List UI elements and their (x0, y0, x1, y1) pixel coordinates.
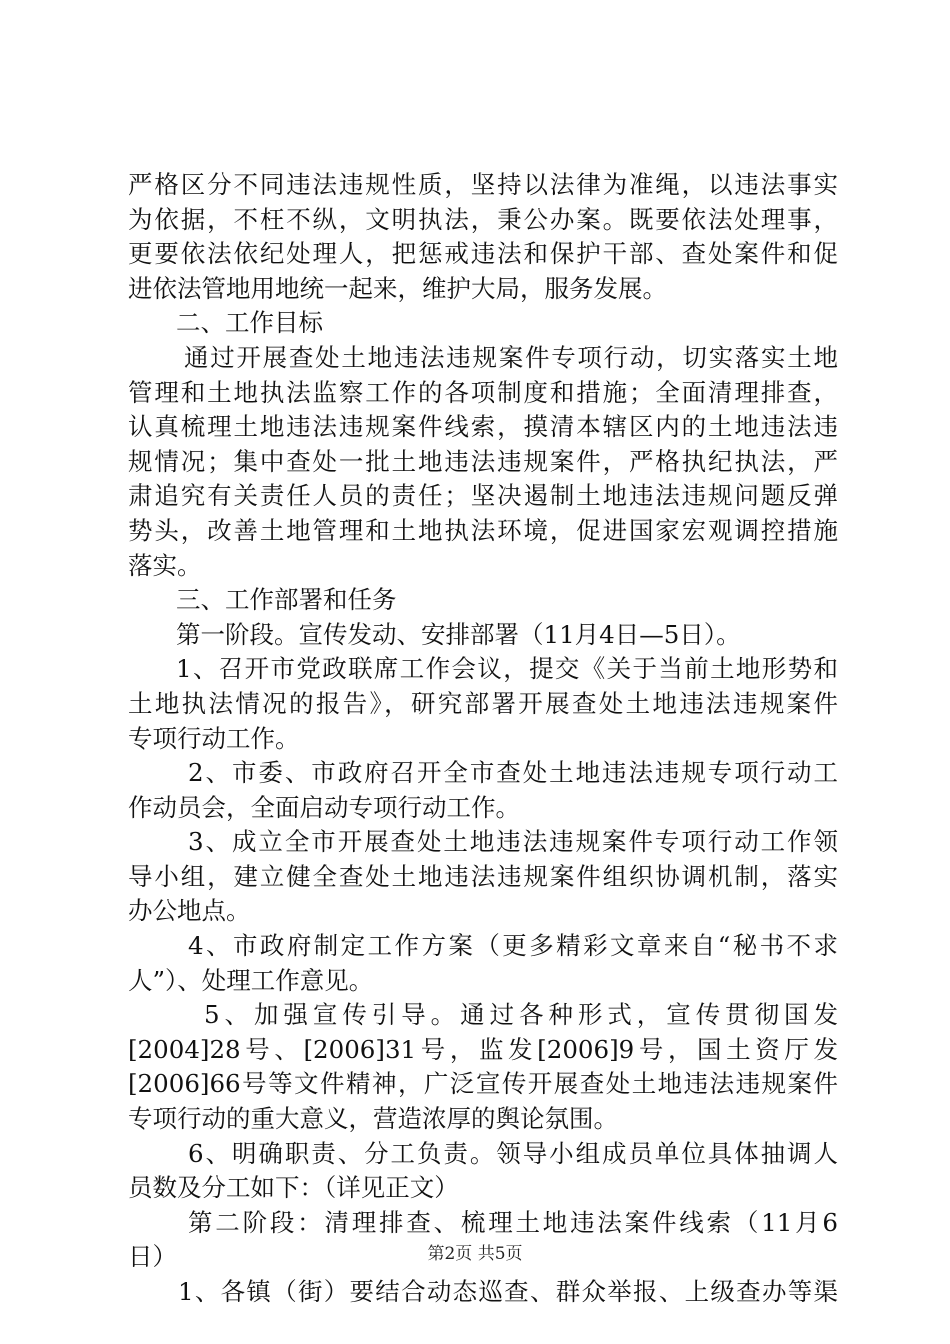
text-line: 势头，改善土地管理和土地执法环境，促进国家宏观调控措施 (128, 515, 838, 545)
text-line: 土地执法情况的报告》，研究部署开展查处土地违法违规案件 (128, 688, 838, 718)
text-line: 落实。 (128, 550, 202, 580)
text-line: 专项行动工作。 (128, 723, 300, 753)
text-line: 4、市政府制定工作方案（更多精彩文章来自“秘书不求 (188, 931, 838, 961)
section-heading: 三、工作部署和任务 (176, 585, 397, 615)
text-line: 导小组，建立健全查处土地违法违规案件组织协调机制，落实 (128, 861, 838, 891)
text-line: 进依法管地用地统一起来，维护大局，服务发展。 (128, 273, 667, 303)
text-line: 1、各镇（街）要结合动态巡查、群众举报、上级查办等渠 (178, 1277, 838, 1306)
text-line: 3、成立全市开展查处土地违法违规案件专项行动工作领 (188, 827, 838, 857)
text-line: 通过开展查处土地违法违规案件专项行动，切实落实土地 (184, 342, 838, 372)
section-heading: 二、工作目标 (176, 308, 323, 338)
text-line: 作动员会，全面启动专项行动工作。 (128, 792, 520, 822)
text-line: 管理和土地执法监察工作的各项制度和措施；全面清理排查， (128, 377, 838, 407)
text-line: 6、明确职责、分工负责。领导小组成员单位具体抽调人 (188, 1138, 838, 1168)
text-line: 专项行动的重大意义，营造浓厚的舆论氛围。 (128, 1104, 618, 1134)
text-line: 规情况；集中查处一批土地违法违规案件，严格执纪执法，严 (128, 446, 838, 476)
text-line: 5、加强宣传引导。通过各种形式，宣传贯彻国发 (204, 1000, 838, 1030)
text-line: [2004]28号、[2006]31号，监发[2006]9号，国土资厅发 (128, 1034, 838, 1064)
document-body (128, 168, 838, 1310)
page-footer (0, 1244, 950, 1264)
text-line: 严格区分不同违法违规性质，坚持以法律为准绳，以违法事实 (128, 170, 838, 199)
text-line: 肃追究有关责任人员的责任；坚决遏制土地违法违规问题反弹 (128, 481, 838, 511)
text-line: 1、召开市党政联席工作会议，提交《关于当前土地形势和 (176, 654, 838, 684)
text-line: 员数及分工如下：（详见正文） (128, 1173, 459, 1203)
text-line: 2、市委、市政府召开全市查处土地违法违规专项行动工 (188, 758, 838, 788)
text-line: [2006]66号等文件精神，广泛宣传开展查处土地违法违规案件 (128, 1069, 838, 1099)
text-line: 日） (128, 1242, 177, 1272)
stage-heading: 第一阶段。宣传发动、安排部署（11月4日—5日）。 (176, 619, 741, 649)
page-number-label: 第2页 共5页 (427, 1244, 523, 1264)
text-line: 办公地点。 (128, 896, 251, 926)
stage-heading: 第二阶段：清理排查、梳理土地违法案件线索（11月6 (188, 1207, 838, 1237)
text-line: 人”）、处理工作意见。 (128, 965, 374, 995)
text-line: 更要依法依纪处理人，把惩戒违法和保护干部、查处案件和促 (128, 239, 838, 269)
text-line: 为依据，不枉不纵，文明执法，秉公办案。既要依法处理事， (128, 204, 838, 234)
text-line: 认真梳理土地违法违规案件线索，摸清本辖区内的土地违法违 (128, 412, 838, 442)
